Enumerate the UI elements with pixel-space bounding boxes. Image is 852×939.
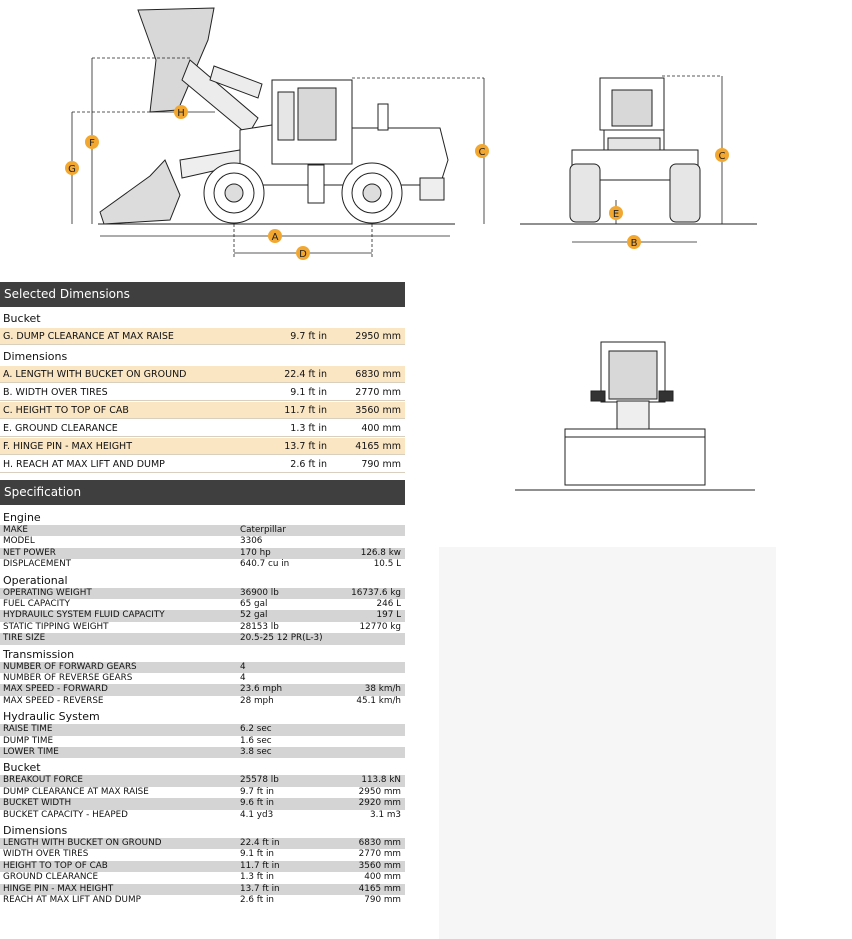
label-c-badge bbox=[475, 144, 489, 158]
spec-row-label: MAKE bbox=[3, 525, 28, 535]
row-label: G. DUMP CLEARANCE AT MAX RAISE bbox=[3, 331, 174, 342]
spec-row-value-metric: 3560 mm bbox=[358, 860, 401, 871]
spec-row bbox=[0, 599, 405, 610]
spec-row-value-metric: 2920 mm bbox=[358, 798, 401, 809]
spec-row bbox=[0, 548, 405, 559]
row-metric: 2770 mm bbox=[355, 387, 401, 398]
spec-row-value-metric: 10.5 L bbox=[373, 559, 401, 570]
row-imperial: 9.7 ft in bbox=[290, 331, 327, 342]
row-label: C. HEIGHT TO TOP OF CAB bbox=[3, 405, 129, 416]
spec-row bbox=[0, 810, 405, 821]
spec-row-label: FUEL CAPACITY bbox=[3, 599, 71, 609]
spec-row bbox=[0, 588, 405, 599]
spec-row-value-imperial: 4 bbox=[240, 661, 246, 672]
spec-row-label: BUCKET WIDTH bbox=[3, 798, 72, 809]
svg-text:B: B bbox=[630, 238, 638, 249]
blank-side-panel bbox=[439, 547, 776, 939]
selected-row-e bbox=[0, 420, 405, 437]
spec-row-value-imperial: 1.3 ft in bbox=[240, 872, 274, 883]
spec-row bbox=[0, 610, 405, 621]
selected-row-f bbox=[0, 438, 405, 455]
spec-row-value-metric: 790 mm bbox=[364, 895, 401, 905]
spec-row bbox=[0, 798, 405, 809]
row-metric: 6830 mm bbox=[355, 369, 401, 380]
row-metric: 790 mm bbox=[361, 459, 401, 470]
spec-row bbox=[0, 633, 405, 644]
spec-group-title: Engine bbox=[3, 511, 41, 524]
spec-row-label: DUMP TIME bbox=[3, 735, 54, 746]
spec-row bbox=[0, 787, 405, 798]
spec-row-value-imperial: 25578 lb bbox=[240, 775, 279, 786]
spec-row-value-metric: 246 L bbox=[376, 599, 401, 609]
spec-row-label: NET POWER bbox=[3, 547, 56, 558]
row-label: A. LENGTH WITH BUCKET ON GROUND bbox=[3, 369, 187, 380]
spec-row-label: WIDTH OVER TIRES bbox=[3, 849, 89, 860]
row-imperial: 2.6 ft in bbox=[290, 459, 327, 470]
row-imperial: 9.1 ft in bbox=[290, 387, 327, 398]
spec-row bbox=[0, 673, 405, 684]
spec-row-label: LOWER TIME bbox=[3, 747, 59, 757]
spec-row-value-imperial: 22.4 ft in bbox=[240, 838, 280, 848]
spec-row-label: HINGE PIN - MAX HEIGHT bbox=[3, 883, 114, 894]
row-label: B. WIDTH OVER TIRES bbox=[3, 387, 108, 398]
spec-row-label: NUMBER OF REVERSE GEARS bbox=[3, 673, 133, 683]
row-imperial: 13.7 ft in bbox=[284, 441, 327, 452]
spec-row-label: MODEL bbox=[3, 536, 35, 547]
spec-row-value-metric: 197 L bbox=[376, 610, 401, 621]
spec-row-value-imperial: 65 gal bbox=[240, 599, 268, 609]
spec-row-value-metric: 38 km/h bbox=[364, 684, 401, 695]
svg-text:C: C bbox=[478, 147, 486, 158]
spec-row-value-imperial: 4.1 yd3 bbox=[240, 809, 274, 820]
spec-group-title: Operational bbox=[3, 573, 68, 587]
spec-row bbox=[0, 684, 405, 695]
svg-text:E: E bbox=[612, 209, 620, 220]
spec-row-value-imperial: 4 bbox=[240, 673, 246, 683]
svg-text:A: A bbox=[271, 232, 279, 243]
spec-row-value-imperial: 6.2 sec bbox=[240, 724, 272, 735]
spec-row-label: TIRE SIZE bbox=[3, 633, 46, 644]
row-imperial: 22.4 ft in bbox=[284, 369, 327, 380]
spec-group-title: Bucket bbox=[3, 761, 41, 775]
spec-row-value-imperial: 20.5-25 12 PR(L-3) bbox=[240, 633, 323, 644]
spec-row-value-imperial: 28 mph bbox=[240, 695, 274, 706]
selected-row-a bbox=[0, 366, 405, 383]
row-metric: 400 mm bbox=[361, 423, 401, 434]
spec-row-value-metric: 2950 mm bbox=[358, 786, 401, 797]
spec-row-label: MAX SPEED - FORWARD bbox=[3, 684, 108, 695]
selected-dimensions-title: Dimensions bbox=[3, 350, 68, 363]
spec-row-label: STATIC TIPPING WEIGHT bbox=[3, 621, 109, 632]
spec-row-label: RAISE TIME bbox=[3, 724, 53, 735]
spec-row bbox=[0, 747, 405, 758]
selected-row-c bbox=[0, 402, 405, 419]
spec-row-value-imperial: 11.7 ft in bbox=[240, 860, 280, 871]
spec-row-value-imperial: 52 gal bbox=[240, 610, 268, 621]
lowered-bucket bbox=[100, 160, 180, 224]
spec-row-label: MAX SPEED - REVERSE bbox=[3, 695, 104, 706]
spec-row-value-imperial: 9.7 ft in bbox=[240, 786, 274, 797]
spec-row-value-imperial: 170 hp bbox=[240, 547, 271, 558]
svg-text:C: C bbox=[718, 151, 726, 162]
row-metric: 3560 mm bbox=[355, 405, 401, 416]
spec-row-label: DUMP CLEARANCE AT MAX RAISE bbox=[3, 786, 149, 797]
row-imperial: 11.7 ft in bbox=[284, 405, 327, 416]
spec-row-value-metric: 3.1 m3 bbox=[370, 809, 401, 820]
label-h-badge bbox=[174, 105, 188, 119]
spec-row bbox=[0, 884, 405, 895]
spec-row bbox=[0, 622, 405, 633]
selected-row-g bbox=[0, 328, 405, 345]
spec-group-title: Transmission bbox=[3, 647, 75, 661]
spec-row-value-imperial: 2.6 ft in bbox=[240, 895, 274, 905]
spec-row-value-metric: 113.8 kN bbox=[361, 775, 401, 786]
specification-header: Specification bbox=[0, 480, 405, 505]
spec-row-value-metric: 400 mm bbox=[364, 872, 401, 883]
spec-row-label: OPERATING WEIGHT bbox=[3, 587, 92, 598]
spec-row-label: GROUND CLEARANCE bbox=[3, 872, 99, 883]
spec-row-label: HYDRAUILC SYSTEM FLUID CAPACITY bbox=[3, 610, 165, 621]
spec-row bbox=[0, 525, 405, 536]
label-b-badge bbox=[627, 235, 641, 249]
svg-text:H: H bbox=[177, 108, 185, 119]
row-imperial: 1.3 ft in bbox=[290, 423, 327, 434]
svg-text:G: G bbox=[68, 164, 76, 175]
spec-row-value-imperial: 28153 lb bbox=[240, 621, 279, 632]
row-label: H. REACH AT MAX LIFT AND DUMP bbox=[3, 459, 165, 470]
spec-row-value-imperial: 3.8 sec bbox=[240, 747, 272, 757]
spec-row bbox=[0, 872, 405, 883]
spec-row bbox=[0, 536, 405, 547]
loader-front-view bbox=[505, 335, 765, 495]
spec-row-label: BUCKET CAPACITY - HEAPED bbox=[3, 809, 128, 820]
spec-group-title: Hydraulic System bbox=[3, 710, 100, 724]
spec-row bbox=[0, 662, 405, 673]
spec-row bbox=[0, 724, 405, 735]
selected-dimensions-header: Selected Dimensions bbox=[0, 282, 405, 307]
row-metric: 4165 mm bbox=[355, 441, 401, 452]
spec-row-value-imperial: Caterpillar bbox=[240, 525, 286, 535]
spec-row-value-imperial: 13.7 ft in bbox=[240, 883, 280, 894]
loader-dimension-diagram bbox=[0, 0, 852, 270]
spec-row-value-imperial: 9.6 ft in bbox=[240, 798, 274, 809]
spec-row-value-metric: 45.1 km/h bbox=[356, 695, 401, 706]
spec-row-label: REACH AT MAX LIFT AND DUMP bbox=[3, 895, 141, 905]
spec-row-label: NUMBER OF FORWARD GEARS bbox=[3, 661, 137, 672]
spec-row-value-metric: 126.8 kw bbox=[360, 547, 401, 558]
spec-row-value-metric: 12770 kg bbox=[359, 621, 401, 632]
spec-row-label: BREAKOUT FORCE bbox=[3, 775, 83, 786]
spec-row-value-metric: 16737.6 kg bbox=[351, 587, 401, 598]
row-label: F. HINGE PIN - MAX HEIGHT bbox=[3, 441, 132, 452]
spec-row bbox=[0, 696, 405, 707]
spec-row bbox=[0, 775, 405, 786]
spec-row-label: LENGTH WITH BUCKET ON GROUND bbox=[3, 838, 162, 848]
spec-row-value-metric: 2770 mm bbox=[358, 849, 401, 860]
spec-row-value-imperial: 640.7 cu in bbox=[240, 559, 290, 570]
label-d-badge bbox=[296, 246, 310, 260]
label-f-badge bbox=[85, 135, 99, 149]
spec-row-value-imperial: 3306 bbox=[240, 536, 263, 547]
spec-row-value-metric: 6830 mm bbox=[358, 838, 401, 848]
row-metric: 2950 mm bbox=[355, 331, 401, 342]
selected-row-h bbox=[0, 456, 405, 473]
spec-row bbox=[0, 849, 405, 860]
label-c-rear-badge bbox=[715, 148, 729, 162]
spec-row bbox=[0, 838, 405, 849]
svg-text:D: D bbox=[299, 249, 307, 260]
row-label: E. GROUND CLEARANCE bbox=[3, 423, 118, 434]
spec-row-value-imperial: 9.1 ft in bbox=[240, 849, 274, 860]
spec-row bbox=[0, 861, 405, 872]
spec-row-label: HEIGHT TO TOP OF CAB bbox=[3, 860, 108, 871]
label-g-badge bbox=[65, 161, 79, 175]
spec-row-value-metric: 4165 mm bbox=[358, 883, 401, 894]
spec-row bbox=[0, 895, 405, 906]
label-e-badge bbox=[609, 206, 623, 220]
spec-group-title: Dimensions bbox=[3, 824, 68, 837]
label-a-badge bbox=[268, 229, 282, 243]
spec-row-value-imperial: 1.6 sec bbox=[240, 735, 272, 746]
spec-row-label: DISPLACEMENT bbox=[3, 559, 72, 570]
spec-row bbox=[0, 559, 405, 570]
selected-row-b bbox=[0, 384, 405, 401]
selected-bucket-title: Bucket bbox=[3, 312, 41, 325]
spec-row-value-imperial: 23.6 mph bbox=[240, 684, 283, 695]
loader-rear-view bbox=[570, 78, 700, 222]
svg-text:F: F bbox=[89, 138, 95, 149]
spec-row-value-imperial: 36900 lb bbox=[240, 587, 279, 598]
spec-row bbox=[0, 736, 405, 747]
